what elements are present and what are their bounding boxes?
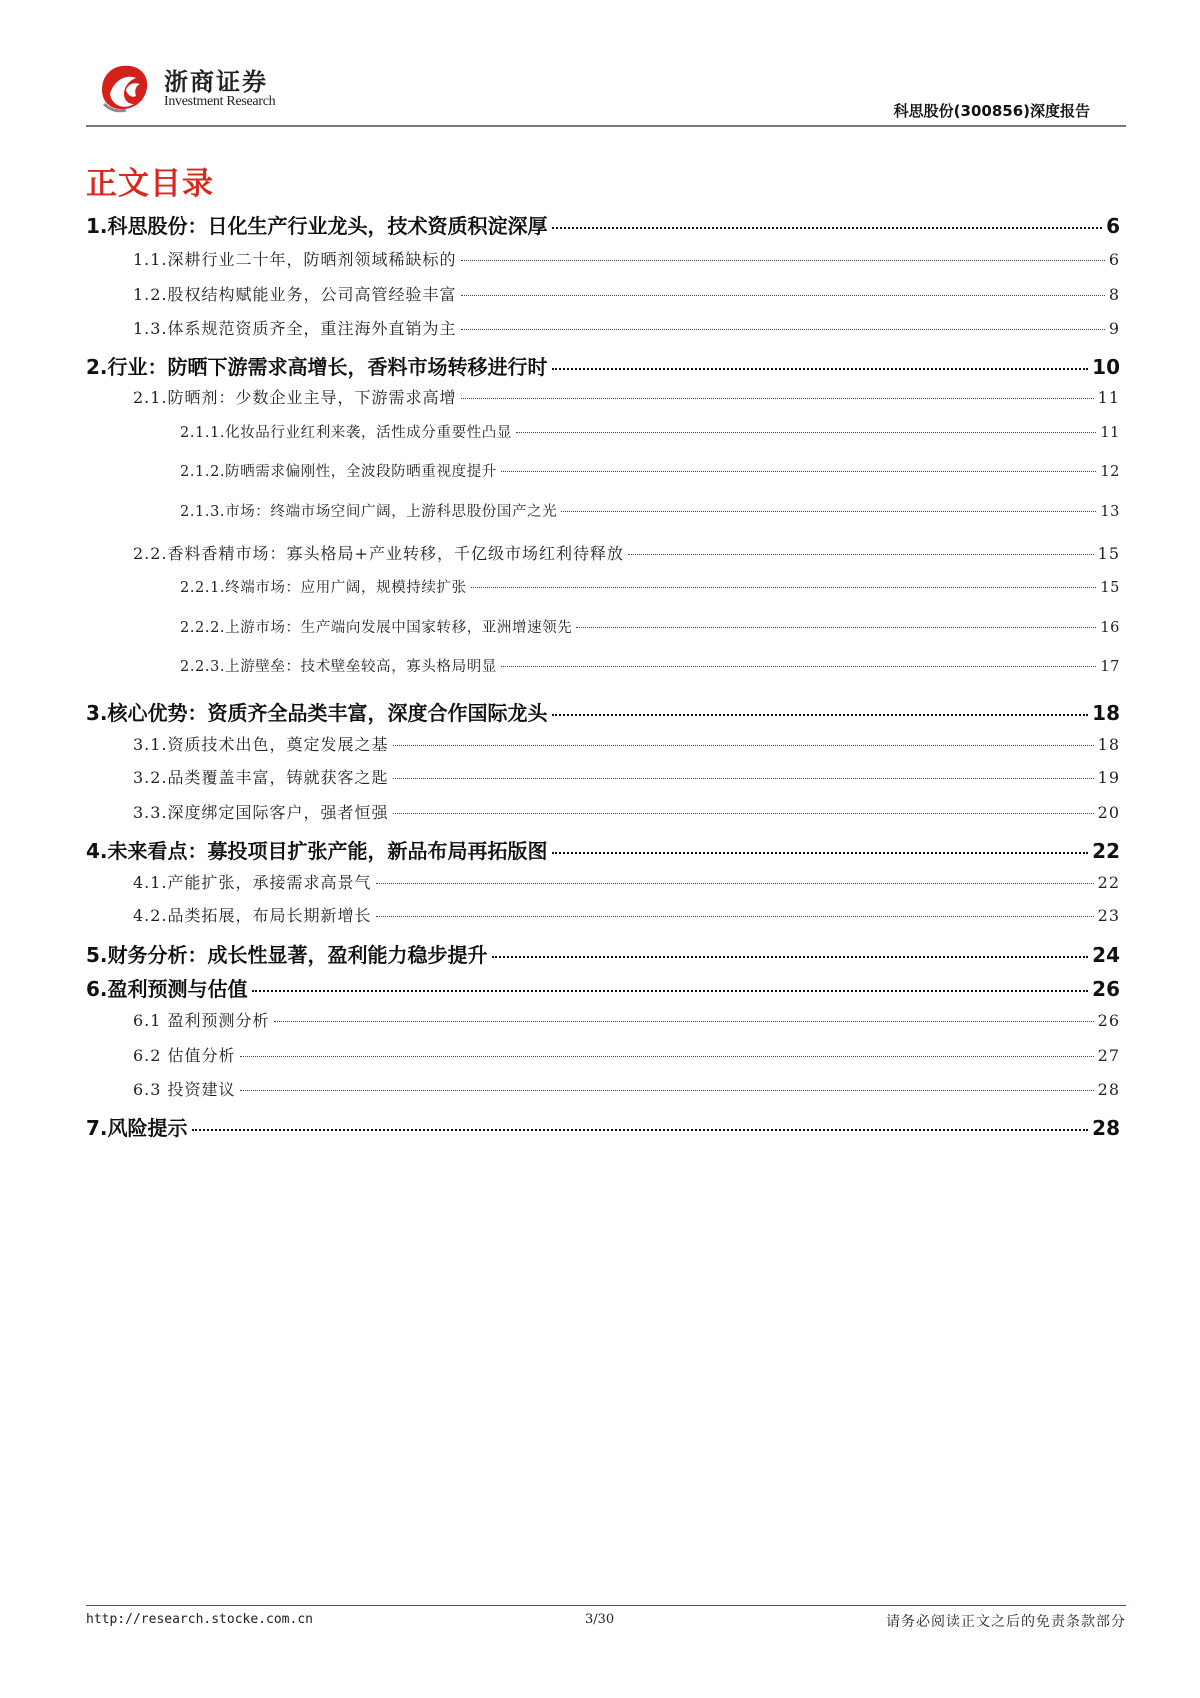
toc-leader-dots [552, 852, 1089, 854]
toc-leader-dots [552, 227, 1103, 229]
toc-entry-title: 2.1.3.市场：终端市场空间广阔，上游科思股份国产之光 [180, 504, 558, 520]
toc-entry-title: 4.2.品类拓展，布局长期新增长 [133, 906, 372, 925]
toc-entry-title: 2.行业：防晒下游需求高增长，香料市场转移进行时 [86, 355, 548, 379]
toc-leader-dots [561, 511, 1096, 512]
toc-entry-page: 23 [1097, 906, 1120, 925]
toc-entry-level1[interactable] [86, 1112, 1120, 1141]
toc-entry-title: 3.3.深度绑定国际客户，强者恒强 [133, 803, 389, 822]
toc-leader-dots [461, 398, 1094, 399]
toc-entry-level3[interactable] [180, 460, 1120, 481]
toc-entry-level1[interactable] [86, 973, 1120, 1002]
toc-entry-title: 2.1.1.化妆品行业红利来袭，活性成分重要性凸显 [180, 425, 513, 441]
toc-entry-page: 12 [1100, 464, 1120, 480]
toc-entry-page: 19 [1097, 768, 1120, 787]
toc-entry-title: 2.2.2.上游市场：生产端向发展中国家转移，亚洲增速领先 [180, 620, 573, 636]
toc-entry-level1[interactable] [86, 351, 1120, 380]
toc-entry-page: 6 [1106, 214, 1120, 238]
toc-leader-dots [501, 471, 1096, 472]
toc-entry-level2[interactable] [133, 1077, 1120, 1100]
toc-leader-dots [252, 990, 1089, 992]
toc-entry-title: 3.2.品类覆盖丰富，铸就获客之匙 [133, 768, 389, 787]
page-number: 3/30 [585, 1612, 615, 1627]
toc-entry-title: 3.核心优势：资质齐全品类丰富，深度合作国际龙头 [86, 701, 548, 725]
toc-leader-dots [576, 627, 1096, 628]
footer-url[interactable]: http://research.stocke.com.cn [86, 1612, 313, 1627]
toc-entry-page: 28 [1097, 1080, 1120, 1099]
toc-entry-page: 18 [1097, 735, 1120, 754]
toc-entry-title: 2.1.2.防晒需求偏刚性，全波段防晒重视度提升 [180, 464, 497, 480]
toc-entry-level3[interactable] [180, 421, 1120, 442]
toc-entry-title: 6.2 估值分析 [133, 1046, 236, 1065]
toc-entry-page: 26 [1092, 977, 1120, 1001]
toc-entry-title: 2.2.香料香精市场：寡头格局+产业转移，千亿级市场红利待释放 [133, 544, 624, 563]
toc-entry-level2[interactable] [133, 732, 1120, 755]
toc-entry-level1[interactable] [86, 835, 1120, 864]
toc-entry-title: 7.风险提示 [86, 1116, 188, 1140]
toc-entry-page: 27 [1097, 1046, 1120, 1065]
toc-leader-dots [393, 813, 1094, 814]
toc-entry-page: 28 [1092, 1116, 1120, 1140]
toc-entry-page: 20 [1097, 803, 1120, 822]
toc-entry-title: 2.2.1.终端市场：应用广阔，规模持续扩张 [180, 580, 467, 596]
toc-entry-page: 24 [1092, 943, 1120, 967]
report-title: 科思股份(300856)深度报告 [893, 102, 1090, 120]
toc-entry-title: 3.1.资质技术出色，奠定发展之基 [133, 735, 389, 754]
toc-entry-level2[interactable] [133, 1008, 1120, 1031]
toc-leader-dots [240, 1056, 1094, 1057]
logo-chinese-name: 浙商证券 [164, 68, 268, 96]
toc-entry-title: 1.2.股权结构赋能业务，公司高管经验丰富 [133, 285, 457, 304]
toc-leader-dots [471, 587, 1097, 588]
toc-leader-dots [461, 329, 1105, 330]
toc-leader-dots [501, 666, 1096, 667]
toc-entry-level2[interactable] [133, 282, 1120, 305]
toc-entry-title: 2.1.防晒剂：少数企业主导，下游需求高增 [133, 388, 457, 407]
toc-entry-page: 22 [1097, 873, 1120, 892]
toc-heading: 正文目录 [86, 166, 214, 202]
toc-entry-level1[interactable] [86, 210, 1120, 239]
toc-entry-page: 26 [1097, 1011, 1120, 1030]
toc-entry-level2[interactable] [133, 903, 1120, 926]
toc-leader-dots [461, 260, 1105, 261]
toc-leader-dots [376, 883, 1094, 884]
toc-leader-dots [461, 295, 1105, 296]
toc-entry-page: 15 [1097, 544, 1120, 563]
toc-leader-dots [552, 714, 1089, 716]
toc-entry-level1[interactable] [86, 697, 1120, 726]
toc-leader-dots [240, 1090, 1094, 1091]
toc-entry-level2[interactable] [133, 1043, 1120, 1066]
toc-entry-level3[interactable] [180, 576, 1120, 597]
toc-entry-level2[interactable] [133, 247, 1120, 270]
toc-entry-page: 17 [1100, 659, 1120, 675]
toc-entry-page: 9 [1108, 319, 1120, 338]
toc-entry-level2[interactable] [133, 385, 1120, 408]
toc-entry-page: 11 [1100, 425, 1120, 441]
toc-entry-page: 16 [1100, 620, 1120, 636]
company-logo [96, 60, 276, 116]
disclaimer-note: 请务必阅读正文之后的免责条款部分 [886, 1614, 1126, 1630]
toc-entry-title: 6.盈利预测与估值 [86, 977, 248, 1001]
toc-leader-dots [393, 745, 1094, 746]
toc-entry-level3[interactable] [180, 500, 1120, 521]
toc-entry-page: 22 [1092, 839, 1120, 863]
toc-leader-dots [492, 956, 1089, 958]
toc-entry-title: 6.3 投资建议 [133, 1080, 236, 1099]
toc-entry-page: 6 [1108, 250, 1120, 269]
toc-entry-title: 2.2.3.上游壁垒：技术壁垒较高，寡头格局明显 [180, 659, 497, 675]
toc-entry-level2[interactable] [133, 800, 1120, 823]
logo-mark-icon [96, 60, 156, 116]
toc-entry-title: 4.1.产能扩张，承接需求高景气 [133, 873, 372, 892]
toc-leader-dots [393, 778, 1094, 779]
toc-leader-dots [192, 1129, 1089, 1131]
toc-entry-page: 15 [1100, 580, 1120, 596]
toc-entry-page: 10 [1092, 355, 1120, 379]
toc-entry-level3[interactable] [180, 655, 1120, 676]
toc-entry-level3[interactable] [180, 616, 1120, 637]
toc-entry-level2[interactable] [133, 316, 1120, 339]
toc-entry-title: 5.财务分析：成长性显著，盈利能力稳步提升 [86, 943, 488, 967]
toc-entry-title: 1.3.体系规范资质齐全，重注海外直销为主 [133, 319, 457, 338]
toc-entry-page: 13 [1100, 504, 1120, 520]
toc-entry-page: 18 [1092, 701, 1120, 725]
toc-entry-level2[interactable] [133, 541, 1120, 564]
toc-entry-level2[interactable] [133, 870, 1120, 893]
toc-entry-level2[interactable] [133, 765, 1120, 788]
footer-divider [86, 1605, 1126, 1606]
toc-entry-title: 6.1 盈利预测分析 [133, 1011, 270, 1030]
toc-leader-dots [516, 432, 1096, 433]
header-divider [86, 125, 1126, 127]
toc-entry-title: 1.1.深耕行业二十年，防晒剂领域稀缺标的 [133, 250, 457, 269]
toc-entry-title: 4.未来看点：募投项目扩张产能，新品布局再拓版图 [86, 839, 548, 863]
toc-entry-level1[interactable] [86, 939, 1120, 968]
toc-leader-dots [552, 368, 1089, 370]
toc-entry-page: 11 [1097, 388, 1120, 407]
logo-english-name: Investment Research [164, 94, 276, 109]
toc-entry-page: 8 [1108, 285, 1120, 304]
toc-leader-dots [274, 1021, 1094, 1022]
toc-entry-title: 1.科思股份：日化生产行业龙头，技术资质积淀深厚 [86, 214, 548, 238]
toc-leader-dots [628, 554, 1094, 555]
toc-leader-dots [376, 916, 1094, 917]
